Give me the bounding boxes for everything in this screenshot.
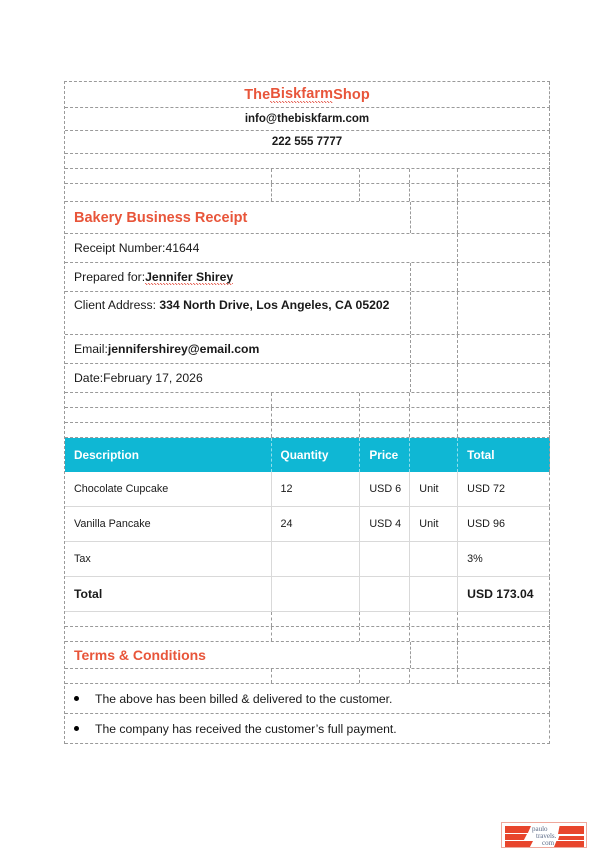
empty-cell (410, 169, 458, 183)
receipt-date-value: February 17, 2026 (103, 371, 203, 385)
empty-cell (458, 423, 549, 437)
logo-bar-right-2 (558, 836, 584, 840)
bullet-icon (74, 726, 79, 731)
empty-cell (360, 612, 410, 626)
cell-description: Total (65, 577, 272, 611)
cell-unit (410, 542, 458, 576)
cell-total: USD 96 (467, 518, 505, 530)
empty-cell (360, 169, 410, 183)
empty-cell (458, 627, 549, 641)
empty-cell (65, 408, 272, 422)
cell-quantity (272, 542, 361, 576)
spacer-row-6 (65, 423, 550, 438)
list-item (65, 684, 549, 713)
empty-cell (411, 335, 459, 363)
client-address-row (65, 292, 550, 335)
empty-cell (410, 627, 458, 641)
empty-cell (272, 669, 361, 683)
empty-cell (458, 642, 549, 668)
logo-text-line-2: travels. (536, 832, 557, 840)
empty-cell (458, 292, 549, 334)
spacer-row-7 (65, 612, 550, 627)
cell-price: USD 6 (360, 472, 410, 506)
cell-total: USD 173.04 (467, 587, 534, 601)
empty-cell (65, 393, 272, 407)
empty-cell (458, 263, 549, 291)
company-name-suffix: Shop (333, 86, 370, 103)
list-item (65, 714, 549, 743)
page-title: Bakery Business Receipt (65, 202, 411, 233)
empty-cell (272, 169, 361, 183)
empty-cell (65, 423, 272, 437)
receipt-number-label: Receipt Number: (74, 241, 166, 255)
empty-cell (410, 423, 458, 437)
table-row-tax (65, 542, 550, 577)
empty-cell (65, 169, 272, 183)
receipt-date-label: Date: (74, 371, 104, 385)
terms-item-text: The company has received the customer’s full payment. (95, 721, 397, 736)
receipt-date (65, 364, 411, 392)
empty-cell (458, 234, 549, 262)
prepared-for-label: Prepared for: (74, 270, 146, 284)
column-header-quantity: Quantity (272, 438, 361, 472)
company-phone-row (65, 131, 550, 154)
logo-bar-left-3 (505, 841, 533, 847)
terms-bullet-row (65, 714, 550, 744)
cell-total: 3% (467, 553, 483, 565)
client-address (65, 292, 411, 334)
spacer-row-1 (65, 154, 550, 169)
terms-title: Terms & Conditions (65, 642, 411, 668)
company-name-highlight: Biskfarm (270, 86, 334, 102)
cell-unit: Unit (410, 472, 458, 506)
cell-description: Tax (65, 542, 272, 576)
terms-bullet-row (65, 684, 550, 714)
spacer-row-2 (65, 169, 550, 184)
empty-cell (272, 612, 361, 626)
empty-cell (410, 669, 458, 683)
receipt-number-value: 41644 (165, 241, 200, 255)
company-name-prefix: The (244, 86, 271, 103)
empty-cell (411, 263, 459, 291)
spacer-row-5 (65, 408, 550, 423)
cell-price (360, 542, 410, 576)
empty-cell (458, 184, 549, 201)
table-row (65, 507, 550, 542)
empty-cell (65, 669, 272, 683)
table-row-total (65, 577, 550, 612)
cell-description: Vanilla Pancake (65, 507, 272, 541)
cell-total: USD 72 (467, 483, 505, 495)
logo-bar-right-1 (558, 826, 584, 834)
company-email-row (65, 108, 550, 131)
cell-quantity (272, 577, 361, 611)
empty-cell (458, 408, 549, 422)
empty-cell (360, 423, 410, 437)
table-row (65, 472, 550, 507)
empty-cell (411, 202, 459, 233)
spacer-row-4 (65, 393, 550, 408)
empty-cell (272, 627, 361, 641)
empty-cell (65, 154, 549, 168)
client-address-label: Client Address: (74, 298, 160, 312)
spacer-row-9 (65, 669, 550, 684)
empty-cell (458, 393, 549, 407)
empty-cell (360, 393, 410, 407)
empty-cell (410, 184, 458, 201)
client-email (65, 335, 411, 363)
empty-cell (65, 612, 272, 626)
receipt-number-row (65, 234, 550, 263)
empty-cell (272, 393, 361, 407)
logo-bar-right-3 (554, 841, 584, 847)
column-header-price: Price (360, 438, 410, 472)
cell-quantity: 24 (272, 507, 361, 541)
empty-cell (458, 364, 549, 392)
logo-bar-left-1 (505, 826, 531, 833)
empty-cell (410, 612, 458, 626)
receipt-date-row (65, 364, 550, 393)
cell-price: USD 4 (360, 507, 410, 541)
terms-item-text: The above has been billed & delivered to the customer. (95, 691, 393, 706)
client-email-value: jennifershirey@email.com (107, 342, 260, 356)
column-header-unit (410, 438, 458, 472)
receipt-sheet (64, 81, 550, 744)
empty-cell (411, 642, 459, 668)
cell-price (360, 577, 410, 611)
company-name-row (65, 82, 550, 108)
empty-cell (410, 393, 458, 407)
client-address-value: 334 North Drive, Los Angeles, CA 05202 (159, 298, 390, 312)
logo-text-line-1: paulo (532, 825, 548, 833)
empty-cell (411, 292, 459, 334)
spacer-row-8 (65, 627, 550, 642)
spacer-row-3 (65, 184, 550, 202)
column-header-description: Description (65, 438, 272, 472)
items-table-header (65, 438, 550, 472)
empty-cell (360, 408, 410, 422)
client-email-row (65, 335, 550, 364)
empty-cell (360, 669, 410, 683)
cell-unit: Unit (410, 507, 458, 541)
logo-text-line-3: com (542, 839, 555, 847)
empty-cell (458, 612, 549, 626)
empty-cell (360, 184, 410, 201)
company-phone: 222 555 7777 (271, 136, 343, 148)
empty-cell (272, 408, 361, 422)
receipt-title-row (65, 202, 550, 234)
prepared-for-value: Jennifer Shirey (145, 269, 234, 284)
empty-cell (360, 627, 410, 641)
terms-title-row (65, 642, 550, 669)
company-email: info@thebiskfarm.com (244, 113, 370, 125)
empty-cell (411, 364, 459, 392)
empty-cell (458, 169, 549, 183)
empty-cell (65, 627, 272, 641)
empty-cell (458, 669, 549, 683)
company-name (65, 82, 549, 107)
empty-cell (458, 335, 549, 363)
cell-description: Chocolate Cupcake (65, 472, 272, 506)
logo-bar-left-2 (505, 834, 527, 840)
column-header-total: Total (467, 448, 495, 462)
client-email-label: Email: (74, 342, 108, 356)
empty-cell (410, 408, 458, 422)
empty-cell (272, 423, 361, 437)
cell-quantity: 12 (272, 472, 361, 506)
prepared-for (65, 263, 411, 291)
empty-cell (458, 202, 549, 233)
paulo-travels-logo (501, 822, 587, 848)
empty-cell (65, 184, 272, 201)
receipt-number (65, 234, 458, 262)
empty-cell (272, 184, 361, 201)
bullet-icon (74, 696, 79, 701)
cell-unit (410, 577, 458, 611)
prepared-for-row (65, 263, 550, 292)
